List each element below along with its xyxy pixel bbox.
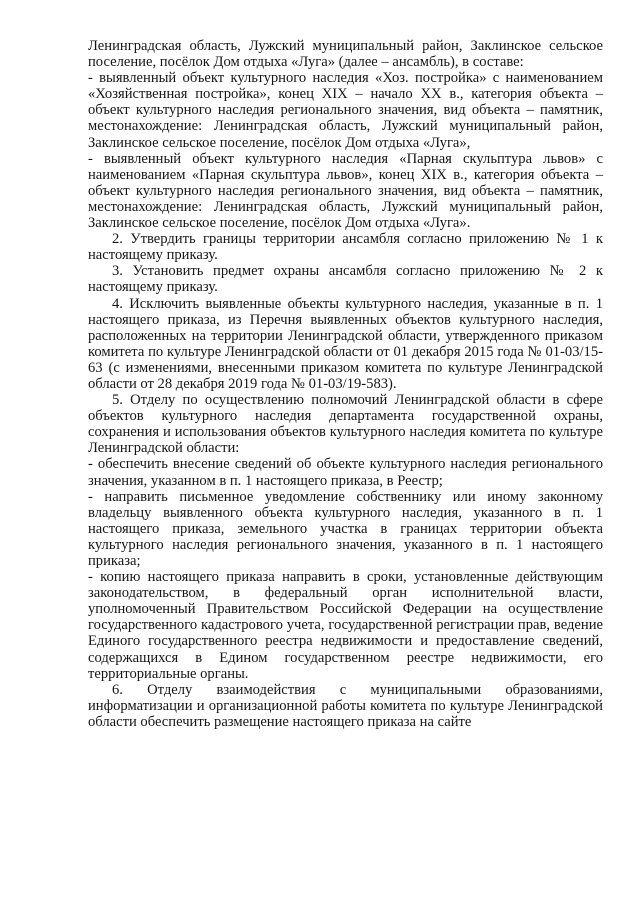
paragraph-item-2: 2. Утвердить границы территории ансамбля согласно приложению № 1 к настоящему приказу. bbox=[88, 231, 603, 264]
list-item-order-copy: - копию настоящего приказа направить в сроки, установленные действующим законодательством, в федеральный орган исполнительной власти, уполномоченный Правительством Российской Федерации на осуществление государственного кадастрового учета, государственной регистрации прав, ведение Единого государственного реестра недвижимости и предоставление сведений, содержащихся в Едином государственном реестре недвижимости, его территориальные органы. bbox=[88, 569, 603, 682]
list-item-registry-entry: - обеспечить внесение сведений об объекте культурного наследия регионального значения, указанном в п. 1 настоящего приказа, в Реестр; bbox=[88, 456, 603, 489]
paragraph-item-3: 3. Установить предмет охраны ансамбля согласно приложению № 2 к настоящему приказу. bbox=[88, 263, 603, 296]
paragraph-ensemble-location: Ленинградская область, Лужский муниципальный район, Заклинское сельское поселение, посёлок Дом отдыха «Луга» (далее – ансамбль), в составе: bbox=[88, 38, 603, 71]
paragraph-item-5: 5. Отделу по осуществлению полномочий Ленинградской области в сфере объектов культурного наследия департамента государственной охраны, сохранения и использования объектов культурного наследия комитета по культуре Ленинградской области: bbox=[88, 392, 603, 457]
paragraph-item-4: 4. Исключить выявленные объекты культурного наследия, указанные в п. 1 настоящего приказа, из Перечня выявленных объектов культурного наследия, расположенных на территории Ленинградской области, утвержденного приказом комитета по культуре Ленинградской области от 01 декабря 2015 года № 01-03/15-63 (с изменениями, внесенными приказом комитета по культуре Ленинградской области от 28 декабря 2019 года № 01-03/19-583). bbox=[88, 295, 603, 392]
list-item-owner-notification: - направить письменное уведомление собственнику или иному законному владельцу выявленного объекта культурного наследия, указанного в п. 1 настоящего приказа, земельного участка в границах территории объекта культурного наследия регионального значения, указанного в п. 1 настоящего приказа; bbox=[88, 488, 603, 569]
paragraph-item-6: 6. Отделу взаимодействия с муниципальными образованиями, информатизации и организационной работы комитета по культуре Ленинградской области обеспечить размещение настоящего приказа на сайте bbox=[88, 681, 603, 730]
list-item-household-building: - выявленный объект культурного наследия «Хоз. постройка» с наименованием «Хозяйственная постройка», конец XIX – начало XX в., категория объекта – объект культурного наследия регионального значения, вид объекта – памятник, местонахождение: Ленинградская область, Лужский муниципальный район, Заклинское сельское поселение, посёлок Дом отдыха «Луга», bbox=[88, 70, 603, 151]
list-item-lion-sculpture: - выявленный объект культурного наследия «Парная скульптура львов» с наименованием «Парная скульптура львов», конец XIX в., категория объекта – объект культурного наследия регионального значения, вид объекта – памятник, местонахождение: Ленинградская область, Лужский муниципальный район, Заклинское сельское поселение, посёлок Дом отдыха «Луга». bbox=[88, 150, 603, 232]
document-page bbox=[88, 38, 603, 730]
